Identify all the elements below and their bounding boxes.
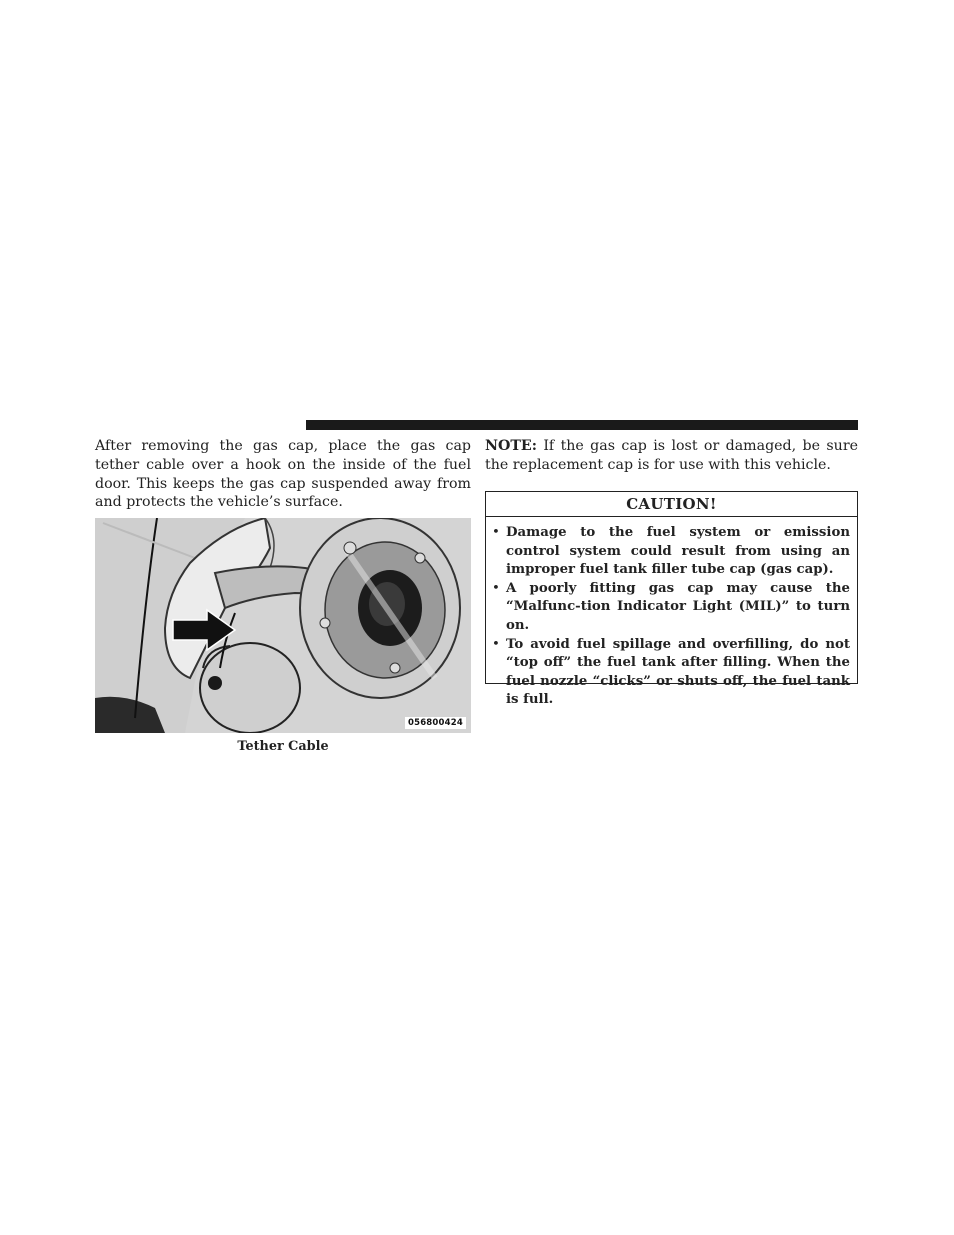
note-label: NOTE: [485, 438, 537, 454]
caution-item [492, 636, 850, 710]
figure-caption: Tether Cable [237, 739, 329, 754]
fuel-door-illustration [95, 518, 471, 733]
figure-code-label: 056800424 [405, 717, 466, 729]
section-header-bar [306, 420, 858, 430]
caution-item [492, 524, 850, 580]
caution-title: CAUTION! [486, 492, 857, 517]
caution-item-text: Damage to the fuel system or emission control system could result from using an improper fuel tank filler tube cap (gas cap). [506, 525, 850, 578]
caution-box [485, 491, 858, 708]
bullet-icon: • [492, 636, 500, 652]
bullet-icon: • [492, 580, 500, 596]
tether-instruction-paragraph: After removing the gas cap, place the gas cap tether cable over a hook on the inside of the fuel door. This keeps the gas cap suspended away from and protects the vehicle’s surface. [95, 438, 471, 511]
note-text: If the gas cap is lost or damaged, be sure the replacement cap is for use with this vehicle. [485, 438, 858, 473]
caution-item-text: A poorly fitting gas cap may cause the “Malfunc-tion Indicator Light (MIL)” to turn on. [506, 580, 850, 633]
note-paragraph [485, 437, 858, 475]
caution-list [486, 517, 857, 710]
tether-cable-figure [95, 518, 471, 733]
right-column [485, 437, 858, 475]
left-column [95, 437, 471, 512]
bullet-icon: • [492, 525, 500, 540]
caution-item [492, 580, 850, 636]
caution-item-text: To avoid fuel spillage and overfilling, do not “top off” the fuel tank after filling. When the fuel nozzle “clicks” or shuts off, the fuel tank is full. [506, 636, 850, 708]
